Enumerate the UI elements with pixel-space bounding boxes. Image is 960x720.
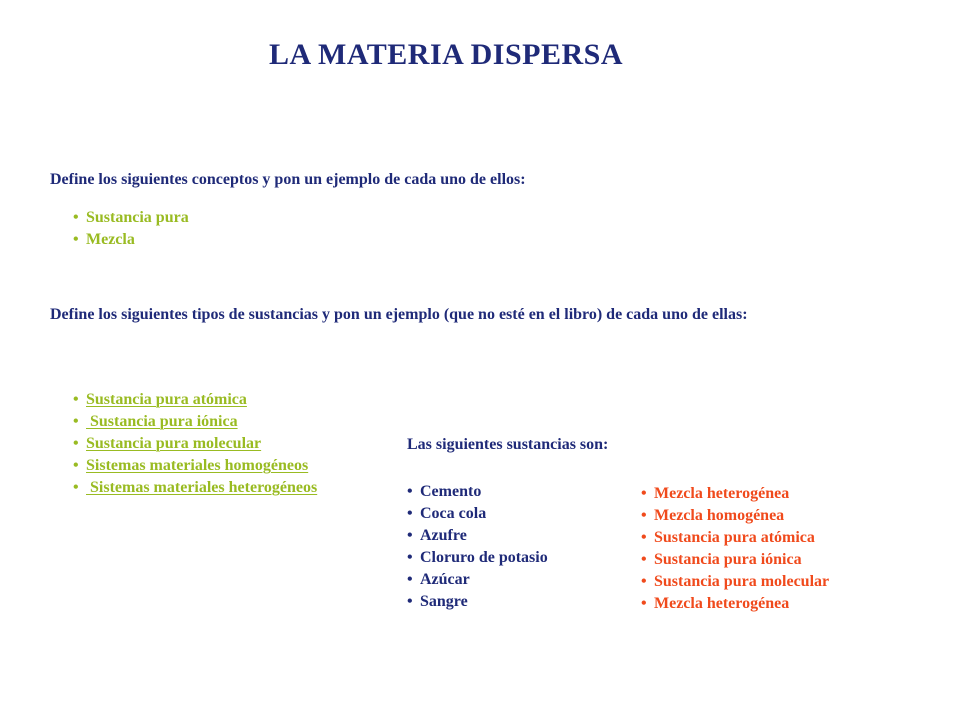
list-item-label: Coca cola [420, 505, 487, 522]
bullet-icon: • [73, 231, 79, 248]
list-item [73, 229, 189, 251]
list-item [641, 505, 829, 527]
list-item [641, 483, 829, 505]
list-item [641, 593, 829, 615]
link-sustancia-pura-ionica[interactable]: Sustancia pura iónica [86, 413, 238, 430]
concept-list [73, 207, 189, 251]
list-item [73, 477, 317, 499]
bullet-icon: • [407, 549, 413, 566]
bullet-icon: • [73, 435, 79, 452]
bullet-icon: • [73, 391, 79, 408]
list-item-label: Sustancia pura atómica [654, 529, 815, 546]
list-item-label: Mezcla [86, 231, 135, 248]
bullet-icon: • [407, 527, 413, 544]
list-item [407, 569, 548, 591]
list-item-label: Mezcla heterogénea [654, 485, 790, 502]
bullet-icon: • [641, 485, 647, 502]
list-item-label: Sustancia pura iónica [654, 551, 802, 568]
list-item-label: Sustancia pura molecular [654, 573, 830, 590]
list-item-label: Azúcar [420, 571, 470, 588]
list-item-label: Cloruro de potasio [420, 549, 548, 566]
answer-list [641, 483, 829, 615]
list-item-label: Mezcla homogénea [654, 507, 785, 524]
bullet-icon: • [73, 209, 79, 226]
bullet-icon: • [641, 551, 647, 568]
bullet-icon: • [641, 595, 647, 612]
list-item [641, 527, 829, 549]
list-item [73, 455, 317, 477]
bullet-icon: • [73, 457, 79, 474]
list-item [73, 207, 189, 229]
list-item [73, 389, 317, 411]
link-sistemas-homogeneos[interactable]: Sistemas materiales homogéneos [86, 457, 309, 474]
list-item [407, 481, 548, 503]
bullet-icon: • [73, 413, 79, 430]
list-item-label: Sustancia pura [86, 209, 189, 226]
page-title: LA MATERIA DISPERSA [268, 38, 624, 71]
link-sustancia-pura-atomica[interactable]: Sustancia pura atómica [86, 391, 247, 408]
bullet-icon: • [407, 593, 413, 610]
list-item-label: Sangre [420, 593, 468, 610]
list-item-label: Cemento [420, 483, 482, 500]
list-item [641, 571, 829, 593]
bullet-icon: • [407, 571, 413, 588]
list-item [73, 433, 317, 455]
list-item [407, 591, 548, 613]
list-item [73, 411, 317, 433]
list-item [407, 503, 548, 525]
section3-heading: Las siguientes sustancias son: [407, 436, 609, 453]
substance-type-list [73, 389, 317, 499]
substance-list [407, 481, 548, 613]
list-item-label: Mezcla heterogénea [654, 595, 790, 612]
bullet-icon: • [73, 479, 79, 496]
link-sustancia-pura-molecular[interactable]: Sustancia pura molecular [86, 435, 262, 452]
bullet-icon: • [407, 483, 413, 500]
bullet-icon: • [641, 573, 647, 590]
list-item [641, 549, 829, 571]
section2-heading: Define los siguientes tipos de sustancias y pon un ejemplo (que no esté en el libro) de cada uno de ellas: [50, 306, 748, 323]
list-item-label: Azufre [420, 527, 467, 544]
bullet-icon: • [407, 505, 413, 522]
section1-heading: Define los siguientes conceptos y pon un ejemplo de cada uno de ellos: [50, 171, 526, 188]
list-item [407, 525, 548, 547]
bullet-icon: • [641, 507, 647, 524]
link-sistemas-heterogeneos[interactable]: Sistemas materiales heterogéneos [86, 479, 318, 496]
list-item [407, 547, 548, 569]
bullet-icon: • [641, 529, 647, 546]
